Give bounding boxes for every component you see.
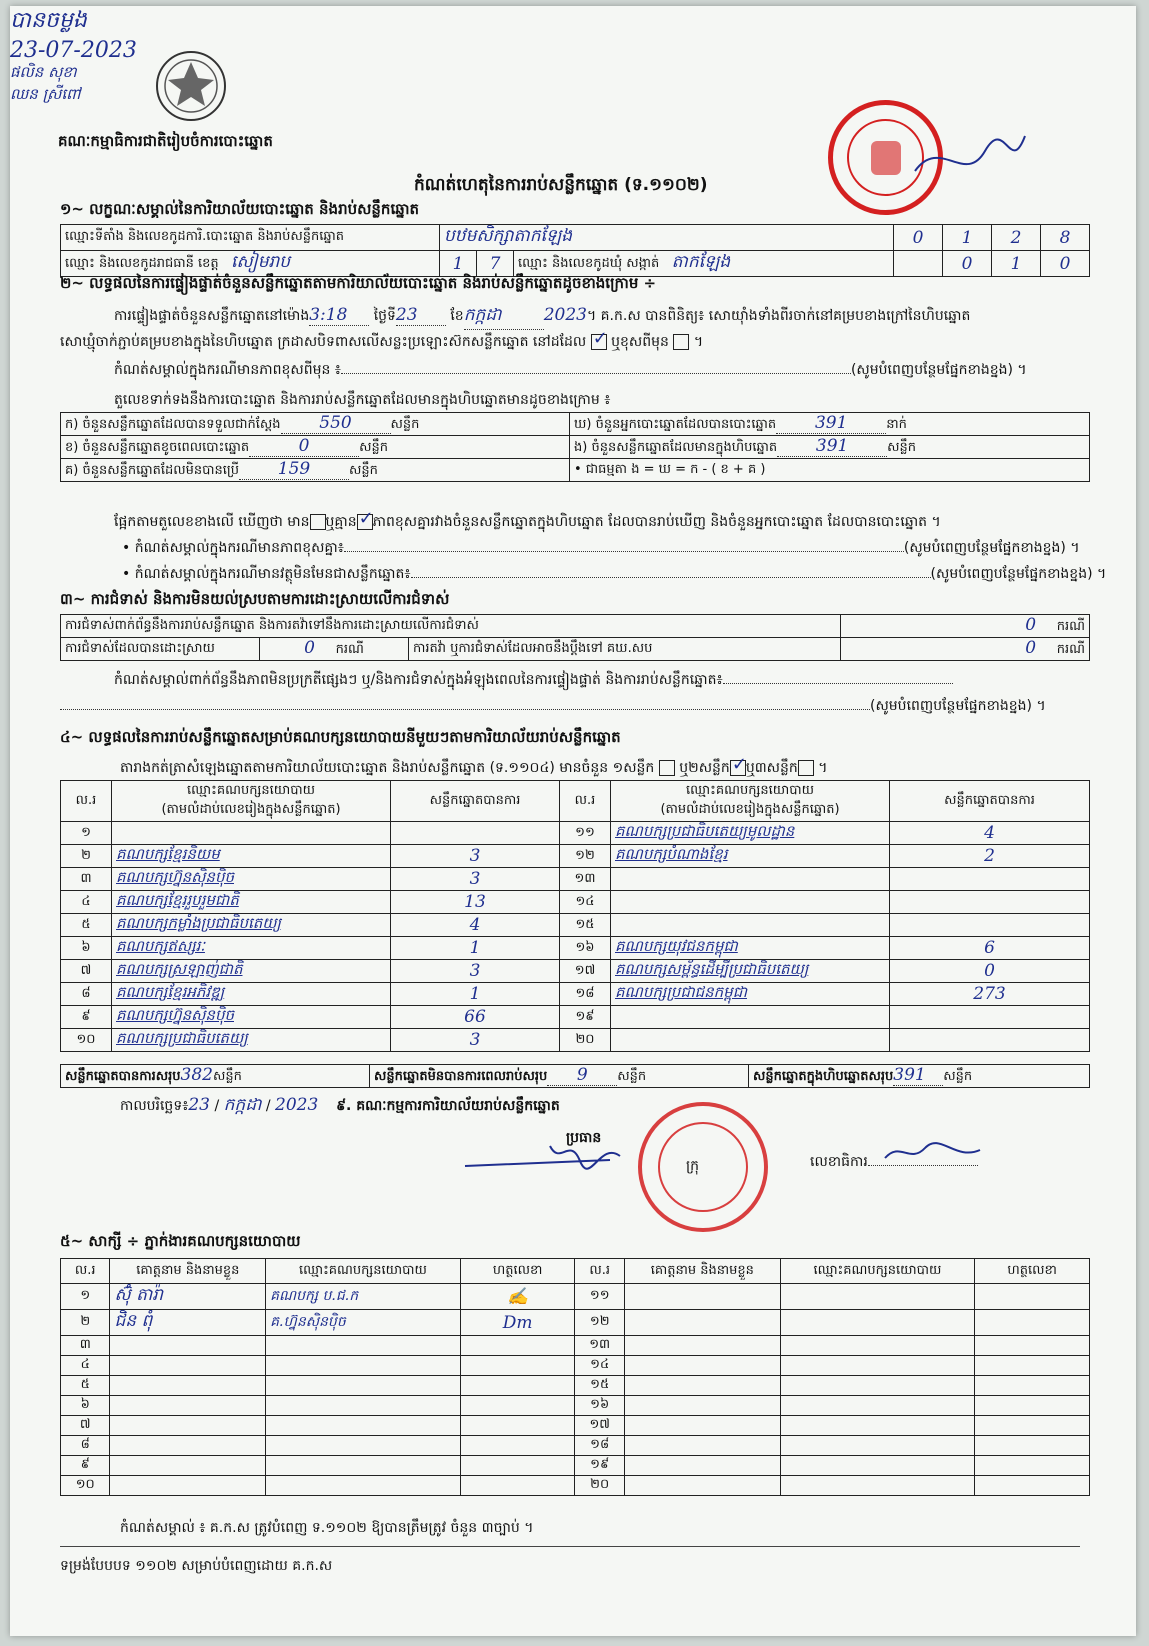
form-text: ករណី [1056,619,1085,634]
secretary-signature-icon [880,1136,990,1170]
section3-heading: ៣~ ការជំទាស់ និងការមិនយល់ស្របតាមការដោះស្រាយលើការជំទាស់ [60,590,450,608]
one-sheet-checkbox[interactable] [659,760,675,776]
section2-heading: ២~ លទ្ធផលនៃការផ្ទៀងផ្ទាត់ចំនួនសន្លឹកឆ្នោតតាមការិយាល័យបោះឆ្នោត និងរាប់សន្លឹកឆ្នោតដូចខាងក្រោម ÷ [60,274,657,292]
form-text: សន្លឹកឆ្នោតបានការ [391,781,560,822]
form-text: ២ [61,845,112,868]
witness-row [61,1456,1090,1476]
objection-resolved-count: 0 [304,638,315,658]
station-table [60,224,1090,277]
party-table-header [61,781,1090,822]
form-text: ឃ) ចំនួនអ្នកបោះឆ្នោតដែលបានបោះឆ្នោត [574,417,777,432]
form-text: ៩ [61,1456,110,1476]
form-text: ក) ចំនួនសន្លឹកឆ្នោតដែលបានទទួលជាក់ស្តែង [65,417,281,432]
party-row [61,1029,1090,1052]
form-text: ឬ២សន្លឹក [679,760,730,776]
form-text: ៣ [61,868,112,891]
form-text: ឈ្មោះគណបក្សនយោបាយ [780,1259,975,1284]
witness-signature: ✍ [507,1286,529,1307]
party-row [61,822,1090,845]
party-name: គណបក្សប្រជាជនកម្ពុជា [615,983,747,1001]
form-text: ១០ [61,1476,110,1496]
form-text: ៩ [61,1006,112,1029]
form-text: គោត្តនាម និងនាមខ្លួន [624,1259,780,1284]
party-votes: 6 [984,938,995,958]
form-text: ករណី [1056,642,1085,657]
form-text: ៦ [61,1396,110,1416]
form-text: ៣ [61,1336,110,1356]
form-text: ១៩ [575,1456,625,1476]
total-invalid-value: 9 [547,1065,617,1086]
form-text: ៤ [61,891,112,914]
form-text: កាលបរិច្ឆេទ៖ [120,1098,189,1114]
form-text: ១២ [575,1310,625,1336]
party-votes: 2 [984,846,995,866]
form-text: ១ [61,822,112,845]
form-text: ខ) ចំនួនសន្លឹកឆ្នោតខូចពេលបោះឆ្នោត [65,440,250,455]
party-row [61,960,1090,983]
section1-heading: ១~ លក្ខណៈសម្គាល់នៃការិយាល័យបោះឆ្នោត និងរាប់សន្លឹកឆ្នោត [60,200,420,218]
witness-row [61,1436,1090,1456]
form-text: ភាពខុសគ្នារវាងចំនួនសន្លឹកឆ្នោតក្នុងហិបឆ្នោត ដែលបានរាប់ឃើញ និងចំនួនអ្នកបោះឆ្នោត ដែលបានបោះឆ្នោត ។ [372,514,941,530]
total-box-label: សន្លឹកឆ្នោតក្នុងហិបឆ្នោតសរុប [753,1069,894,1084]
party-votes: 0 [984,961,995,981]
verification-day: 23 [396,305,446,326]
witness-name: ស៊ុំ តារ៉ា [114,1285,164,1305]
party-row [61,937,1090,960]
verification-year: 2023 [543,305,587,325]
form-text: ។ [818,760,828,776]
total-invalid-label: សន្លឹកឆ្នោតមិនបានការពេលរាប់សរុប [374,1069,548,1084]
party-name: គណបក្សយុវជនកម្ពុជា [615,937,738,955]
witness-row [61,1416,1090,1436]
form-text: ១ [61,1284,110,1310]
form-text: ល.រ [575,1259,625,1284]
party-name: គណបក្សហ្វ៊ុនស៊ិនប៉ិច [116,1006,234,1024]
section5-note: កំណត់សម្គាល់ ៖ គ.ក.ស ត្រូវបំពេញ ទ.១១០២ ឱ្យបានត្រឹមត្រូវ ចំនួន ៣ច្បាប់ ។ [120,1520,534,1536]
form-text: • កំណត់សម្គាល់ក្នុងករណីមានវត្ថុមិនមែនជាសន្លឹកឆ្នោត៖ [122,566,411,582]
seal-check-line: សោឃ្មុំចាក់ភ្ជាប់គម្របខាងក្នុងនៃហិបឆ្នោត ក្រដាសបិទពាសលើសន្លះប្រឡោះស៊កសន្លឹកឆ្នោត នៅដដែល ✓ ឬខុសពីមុន ។ [60,332,703,353]
signature-top-icon [910,126,1030,200]
total-box-value: 391 [893,1065,943,1086]
province-label: ឈ្មោះ និងលេខកូដរាជធានី ខេត្ត [65,256,219,271]
form-text: ១៧ [560,960,611,983]
committee-label: ៩. គណៈកម្មការការិយាល័យរាប់សន្លឹកឆ្នោត [336,1098,560,1114]
witness-row [61,1284,1090,1310]
witness-party: គ.ហ្វ៊ុនស៊ិនប៉ិច [270,1314,346,1330]
figure-row [61,436,1090,459]
commune-code-digit: 1 [1010,253,1022,274]
figure-value: 0 [249,436,359,457]
witness-table [60,1258,1090,1496]
form-text: សន្លឹក [887,440,917,455]
party-votes: 273 [973,984,1006,1004]
date-line: កាលបរិច្ឆេទ៖23 / កក្កដា / 2023 ៩. គណៈកម្មការការិយាល័យរាប់សន្លឹកឆ្នោត [120,1095,560,1115]
form-text: ២០ [560,1029,611,1052]
verification-time: 3:18 [309,305,369,326]
form-text: • កំណត់សម្គាល់ក្នុងករណីមានភាពខុសគ្នា៖ [122,540,344,556]
party-name: គណបក្សកម្លាំងប្រជាធិបតេយ្យ [116,914,282,932]
party-row [61,845,1090,868]
form-text: តារាងកត់ត្រាសំឡេងឆ្នោតតាមការិយាល័យបោះឆ្នោត និងរាប់សន្លឹកឆ្នោត (ទ.១១០៤) មានចំនួន ១សន្លឹក [120,760,655,776]
form-text: ខែ [450,308,464,324]
section5-heading: ៥~ សាក្សី ÷ ភ្នាក់ងារគណបក្សនយោបាយ [60,1232,301,1250]
total-valid-value: 382 [180,1065,213,1085]
form-text: ករណី [335,642,364,657]
party-votes: 3 [469,961,481,981]
province-value: សៀមរាប [231,252,291,272]
form-text: ១៣ [560,868,611,891]
figure-row [61,413,1090,436]
form-text: កំណត់សម្គាល់ពាក់ព័ន្ធនឹងភាពមិនប្រក្រតីផ្សេងៗ ឬ/និងការជំទាស់ក្នុងអំឡុងពេលនៃការផ្ទៀងផ្ទាត់ និងការរាប់សន្លឹកឆ្នោត៖ [114,672,723,688]
party-votes: 4 [984,823,995,843]
station-name-value: បឋមសិក្សាតាកឡែង [444,226,573,246]
party-name: គណបក្សស្រឡាញ់ជាតិ [116,960,243,978]
form-text: សន្លឹកឆ្នោតបានការ [890,781,1090,822]
form-text: សន្លឹក [390,417,420,432]
party-name: គណបក្សឥស្សរៈ [116,937,205,955]
form-text: ផ្អែកតាមតួលេខខាងលើ ឃើញថា មាន [114,514,310,530]
form-text: • ជាធម្មតា ង = ឃ = ក - ( ខ + គ ) [574,461,766,477]
witness-row [61,1356,1090,1376]
objection-related-label: ការជំទាស់ពាក់ព័ន្ធនឹងការរាប់សន្លឹកឆ្នោត និងការតវ៉ាទៅនឹងការដោះស្រាយលើការជំទាស់ [61,615,841,638]
form-text: ។ គ.ក.ស បានពិនិត្យ៖ សោយ៉ាំងទាំងពីរចាក់នៅគម្របខាងក្រៅនៃហិបឆ្នោត [586,308,971,324]
form-text: ៨ [61,1436,110,1456]
totals-table [60,1064,1090,1088]
party-row [61,891,1090,914]
form-text: ៥ [61,914,112,937]
party-row [61,914,1090,937]
form-text: ៥ [61,1376,110,1396]
party-row [61,868,1090,891]
irregularity-note [114,670,953,691]
form-text: (សូមបំពេញបន្ថែមផ្នែកខាងខ្នង) ។ [850,362,1027,378]
no-diff-checkbox[interactable] [357,514,373,530]
form-text: ការផ្ទៀងផ្ទាត់ចំនួនសន្លឹកឆ្នោតនៅម៉ោង [114,308,310,324]
form-text: ៦ [61,937,112,960]
verification-month: កក្កដា [464,304,544,330]
witness-row [61,1476,1090,1496]
commune-value: តាកឡែង [671,252,731,272]
form-text: ១៦ [560,937,611,960]
form-text: (សូមបំពេញបន្ថែមផ្នែកខាងខ្នង) ។ [930,566,1107,582]
form-text: ១៤ [560,891,611,914]
witness-row [61,1376,1090,1396]
form-text: ១៨ [575,1436,625,1456]
form-text: ១៦ [575,1396,625,1416]
office-stamp-icon [638,1102,768,1232]
party-votes: 66 [464,1007,486,1027]
station-name-label: ឈ្មោះទីតាំង និងលេខកូដការិ.បោះឆ្នោត និងរាប់សន្លឹកឆ្នោត [61,225,440,251]
form-text: ១៨ [560,983,611,1006]
party-votes: 1 [469,938,481,958]
province-code-digit: 7 [489,253,501,274]
party-name: គណបក្សហ្វ៊ុនស៊ិនប៉ិច [116,868,234,886]
president-name: ផលិន សុខា [10,63,77,81]
tally-sheet-line [120,758,827,779]
party-results-table [60,780,1090,1052]
form-text: ១១ [560,822,611,845]
station-code-digit: 8 [1059,227,1071,248]
party-row [61,1006,1090,1029]
form-text: ង) ចំនួនសន្លឹកឆ្នោតដែលមានក្នុងហិបឆ្នោត [574,440,778,455]
sign-date-year: 2023 [275,1095,319,1115]
party-votes: 13 [464,892,486,912]
witness-row [61,1336,1090,1356]
witness-signature: Dm [502,1312,533,1333]
witness-row [61,1396,1090,1416]
secretary-name: ឈន ស្រីពៅ [10,85,81,103]
station-code-digit: 1 [961,227,973,248]
form-text: សន្លឹក [943,1069,973,1084]
bullet-diff-note [122,538,1080,559]
form-text: ២ [61,1310,110,1336]
form-text: ១៤ [575,1356,625,1376]
form-page [10,6,1136,1636]
form-text: ៧ [61,960,112,983]
commune-code-digit: 0 [1059,253,1071,274]
party-votes: 3 [469,869,481,889]
two-sheet-checkbox[interactable] [730,760,746,776]
form-text: ២០ [575,1476,625,1496]
total-valid-label: សន្លឹកឆ្នោតបានការសរុប [65,1069,181,1084]
witness-table-header [61,1259,1090,1284]
party-name: គណបក្សខ្មែរនិយម [116,845,220,863]
appeal-count: 0 [1025,638,1037,658]
party-name: គណបក្សប្រជាធិបតេយ្យមូលដ្ឋាន [615,822,795,840]
form-text: គ) ចំនួនសន្លឹកឆ្នោតដែលមិនបានប្រើ [65,463,239,478]
figure-row [61,459,1090,482]
form-text: សន្លឹក [212,1069,242,1084]
figures-intro: តួលេខទាក់ទងនឹងការបោះឆ្នោត និងការរាប់សន្លឹកឆ្នោតដែលមានក្នុងហិបឆ្នោតមានដូចខាងក្រោម ៖ [114,392,611,408]
objections-table [60,614,1090,661]
form-text: (សូមបំពេញបន្ថែមផ្នែកខាងខ្នង) ។ [870,698,1046,714]
form-text: ឬខុសពីមុន [611,334,669,350]
party-name: គណបក្សខ្មែរអភិវឌ្ឍ [116,983,225,1001]
changed-checkbox[interactable] [673,334,689,350]
witness-name: ជិន ពុំ [114,1311,153,1331]
commune-label: ឈ្មោះ និងលេខកូដឃុំ សង្កាត់ [518,256,660,271]
form-footer: ទម្រង់បែបបទ ១១០២ សម្រាប់បំពេញដោយ គ.ក.ស [60,1558,333,1574]
objection-resolved-label: ការជំទាស់ដែលបានដោះស្រាយ [61,638,260,661]
witness-party: គណបក្ស ប.ជ.ក [270,1288,359,1304]
form-text: ហត្ថលេខា [460,1259,575,1284]
party-name: គណបក្សបំណាងខ្មែរ [615,845,728,863]
unchanged-checkbox[interactable] [591,334,607,350]
figure-value: 550 [281,413,391,434]
nec-emblem-icon [152,48,230,124]
ballot-figures-table [60,412,1090,482]
witness-row [61,1310,1090,1336]
figure-value: 391 [777,436,887,457]
form-text: នាក់ [886,417,907,432]
form-text: ថ្ងៃទី [373,308,396,324]
form-text: សន្លឹក [617,1069,647,1084]
form-text: (សូមបំពេញបន្ថែមផ្នែកខាងខ្នង) ។ [903,540,1080,556]
party-votes: 4 [469,915,481,935]
objection-related-count: 0 [1025,615,1037,635]
form-text: សន្លឹក [349,463,378,478]
form-text: កំណត់សម្គាល់ក្នុងករណីមានភាពខុសពីមុន ៖ [114,362,341,378]
form-text: សោឃ្មុំចាក់ភ្ជាប់គម្របខាងក្នុងនៃហិបឆ្នោត ក្រដាសបិទពាសលើសន្លះប្រឡោះស៊កសន្លឹកឆ្នោត នៅដដែល [60,334,587,350]
has-diff-checkbox[interactable] [310,514,326,530]
sign-date-month: កក្កដា [223,1095,262,1115]
form-text: ឬ៣សន្លឹក [745,760,798,776]
form-text: ឈ្មោះគណបក្សនយោបាយ [187,783,315,798]
form-text: លេខាធិការ [810,1154,868,1170]
party-row [61,983,1090,1006]
party-name: គណបក្សប្រជាធិបតេយ្យ [116,1029,248,1047]
form-text: ៧ [61,1416,110,1436]
sign-date-day: 23 [188,1095,210,1115]
form-text: ហត្ថលេខា [975,1259,1090,1284]
province-code-digit: 1 [452,253,464,274]
diff-note-line [114,360,1027,381]
commune-code-digit: 0 [961,253,973,274]
copy-date: 23-07-2023 [10,38,137,63]
president-signature-icon [460,1136,630,1180]
form-text: ១៣ [575,1336,625,1356]
form-text: សន្លឹក [359,440,388,455]
party-votes: 3 [469,846,481,866]
irregularity-note-cont [60,696,1046,717]
party-name: គណបក្សសម្ព័ន្ធដើម្បីប្រជាធិបតេយ្យ [615,960,809,978]
form-title: កំណត់ហេតុនៃការរាប់សន្លឹកឆ្នោត (ទ.១១០២) [414,175,708,195]
form-text: ១៥ [575,1376,625,1396]
figure-value: 159 [239,459,349,480]
form-text: ឈ្មោះគណបក្សនយោបាយ [686,783,814,798]
footer-divider [60,1546,1080,1547]
three-sheet-checkbox[interactable] [798,760,814,776]
form-text: ៨ [61,983,112,1006]
form-text: ១០ [61,1029,112,1052]
discrepancy-line [114,512,941,533]
party-name: គណបក្សខ្មែររួបរួមជាតិ [116,891,239,909]
form-text: គោត្តនាម និងនាមខ្លួន [110,1259,266,1284]
verification-line [114,304,970,330]
member-label: ក្រុ [686,1158,700,1174]
form-text: ល.រ [61,781,112,822]
form-text: ឬគ្មាន [325,514,357,530]
section4-heading: ៤~ លទ្ធផលនៃការរាប់សន្លឹកឆ្នោតសម្រាប់គណបក្សនយោបាយនីមួយៗតាមការិយាល័យរាប់សន្លឹកឆ្នោត [60,728,621,746]
appeal-label: ការតវ៉ា ឬការជំទាស់ដែលអាចនឹងប្តឹងទៅ គឃ.សប [409,638,841,661]
party-votes: 3 [469,1030,481,1050]
form-text: ១៧ [575,1416,625,1436]
form-text: (តាមលំដាប់លេខរៀងក្នុងសន្លឹកឆ្នោត) [660,802,840,817]
form-text: (តាមលំដាប់លេខរៀងក្នុងសន្លឹកឆ្នោត) [161,802,341,817]
form-text: ល.រ [560,781,611,822]
form-text: ១២ [560,845,611,868]
figure-value: 391 [776,413,886,434]
form-text: ១៩ [560,1006,611,1029]
party-votes: 1 [469,984,481,1004]
station-code-digit: 0 [912,227,924,248]
station-code-digit: 2 [1010,227,1022,248]
form-text: ល.រ [61,1259,110,1284]
bullet-object-note [122,564,1106,585]
form-text: ៤ [61,1356,110,1376]
president-label: ប្រធាន [566,1130,602,1146]
commission-name: គណៈកម្មាធិការជាតិរៀបចំការបោះឆ្នោត [58,132,273,150]
form-text: ១១ [575,1284,625,1310]
form-text: ឈ្មោះគណបក្សនយោបាយ [266,1259,461,1284]
form-text: ១៥ [560,914,611,937]
copy-note: បានចម្លង [10,8,87,33]
